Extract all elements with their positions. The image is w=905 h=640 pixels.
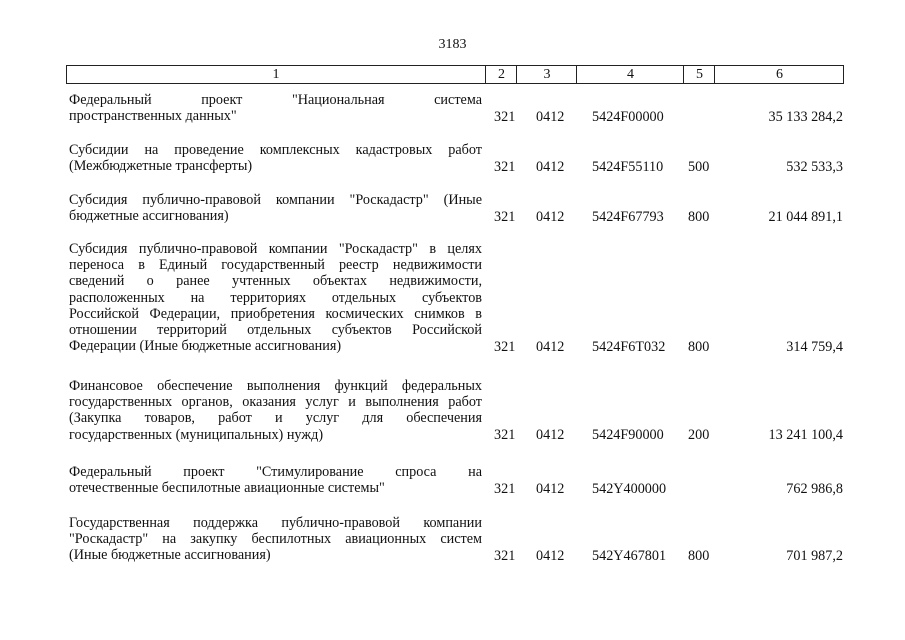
header-col-4: 4	[576, 66, 684, 83]
expense-type-code: 500	[688, 158, 710, 175]
amount: 532 533,3	[786, 158, 843, 175]
amount: 21 044 891,1	[768, 208, 843, 225]
amount: 314 759,4	[786, 338, 843, 355]
description-line: (Межбюджетные трансферты)	[69, 158, 253, 175]
section-code: 0412	[536, 480, 565, 497]
description-line: Субсидии на проведение комплексных кадастровых работ	[69, 142, 482, 158]
target-article-code: 5424F55110	[592, 158, 664, 175]
header-col-1: 1	[272, 67, 280, 82]
description-line: бюджетные ассигнования)	[69, 208, 229, 225]
target-article-code: 542Y400000	[592, 480, 667, 497]
expense-type-code: 800	[688, 338, 710, 355]
description-line: отечественные беспилотные авиационные системы"	[69, 480, 385, 497]
amount: 701 987,2	[786, 547, 843, 564]
page-number: 3183	[438, 37, 467, 52]
section-code: 0412	[536, 426, 565, 443]
description-line: Субсидия публично-правовой компании "Роскадастр" в целях	[69, 241, 482, 257]
target-article-code: 5424F67793	[592, 208, 664, 225]
amount: 13 241 100,4	[768, 426, 843, 443]
header-col-6: 6	[714, 66, 844, 83]
grbs-code: 321	[494, 547, 516, 564]
description-line: "Роскадастр" на закупку беспилотных авиационных систем	[69, 531, 482, 548]
target-article-code: 5424F00000	[592, 108, 664, 125]
section-code: 0412	[536, 338, 565, 355]
description-line: (Иные бюджетные ассигнования)	[69, 547, 271, 564]
expense-type-code: 200	[688, 426, 710, 443]
grbs-code: 321	[494, 208, 516, 225]
description-line: Государственная поддержка публично-правовой компании	[69, 515, 482, 531]
table-row	[0, 241, 905, 355]
description-line: Федеральный проект "Стимулирование спроса на	[69, 464, 482, 480]
row-description	[69, 142, 482, 174]
table-header	[66, 65, 844, 84]
target-article-code: 542Y467801	[592, 547, 667, 564]
table-row	[0, 92, 905, 125]
description-line: отношении территорий отдельных субъектов Российской	[69, 321, 482, 338]
row-description	[69, 464, 482, 496]
header-col-5: 5	[683, 66, 715, 83]
description-line: Российской Федерации, приобретения космических снимков в	[69, 305, 482, 322]
table-row	[0, 142, 905, 175]
description-line: Федерации (Иные бюджетные ассигнования)	[69, 338, 342, 355]
grbs-code: 321	[494, 426, 516, 443]
description-line: расположенных на территориях отдельных субъектов	[69, 289, 482, 306]
description-line: переноса в Единый государственный реестр недвижимости	[69, 257, 482, 274]
grbs-code: 321	[494, 480, 516, 497]
section-code: 0412	[536, 158, 565, 175]
table-row	[0, 515, 905, 564]
row-description	[69, 241, 482, 354]
grbs-code: 321	[494, 338, 516, 355]
description-line: Субсидия публично-правовой компании "Роскадастр" (Иные	[69, 192, 482, 208]
description-line: государственных органов, оказания услуг и выполнения работ	[69, 394, 482, 411]
description-line: сведений о ранее учтенных объектах недвижимости,	[69, 273, 482, 290]
row-description	[69, 192, 482, 224]
expense-type-code: 800	[688, 208, 710, 225]
header-col-3: 3	[516, 66, 577, 83]
row-description	[69, 515, 482, 564]
table-row	[0, 464, 905, 497]
description-line: государственных (муниципальных) нужд)	[69, 426, 324, 443]
grbs-code: 321	[494, 108, 516, 125]
section-code: 0412	[536, 208, 565, 225]
target-article-code: 5424F90000	[592, 426, 664, 443]
target-article-code: 5424F6T032	[592, 338, 666, 355]
header-col-2: 2	[485, 66, 517, 83]
row-description	[69, 92, 482, 124]
description-line: Федеральный проект "Национальная система	[69, 92, 482, 108]
section-code: 0412	[536, 108, 565, 125]
section-code: 0412	[536, 547, 565, 564]
table-row	[0, 378, 905, 443]
description-line: (Закупка товаров, работ и услуг для обеспечения	[69, 410, 482, 427]
row-description	[69, 378, 482, 443]
expense-type-code: 800	[688, 547, 710, 564]
grbs-code: 321	[494, 158, 516, 175]
description-line: Финансовое обеспечение выполнения функций федеральных	[69, 378, 482, 394]
description-line: пространственных данных"	[69, 108, 237, 125]
amount: 35 133 284,2	[768, 108, 843, 125]
amount: 762 986,8	[786, 480, 843, 497]
table-row	[0, 192, 905, 225]
